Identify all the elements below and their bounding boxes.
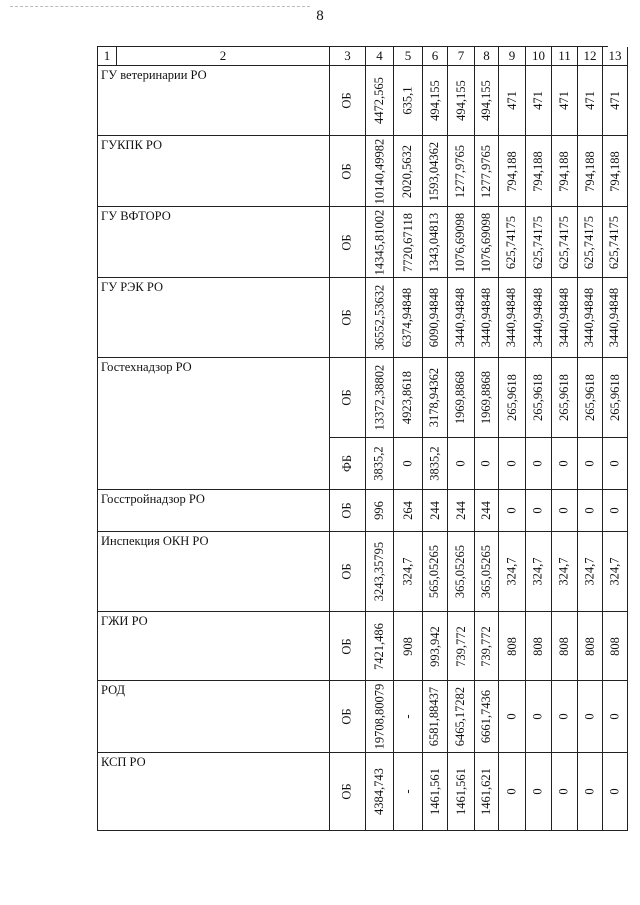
value-text: 0 bbox=[531, 507, 545, 514]
value-cell bbox=[423, 681, 448, 753]
value-cell bbox=[526, 438, 552, 490]
value-cell bbox=[448, 207, 475, 278]
budget-type bbox=[330, 278, 366, 358]
value-text: 3440,94848 bbox=[504, 287, 519, 348]
value-text: 0 bbox=[531, 713, 545, 720]
value-cell bbox=[394, 207, 423, 278]
value-text: 0 bbox=[607, 788, 622, 795]
org-name: ГЖИ РО bbox=[98, 612, 330, 681]
value-cell bbox=[448, 358, 475, 438]
value-cell bbox=[448, 66, 475, 136]
value-text: 3243,35795 bbox=[372, 541, 386, 602]
value-cell bbox=[578, 681, 603, 753]
value-cell bbox=[578, 358, 603, 438]
value-text: 6465,17282 bbox=[453, 686, 468, 747]
value-cell bbox=[423, 278, 448, 358]
value-cell bbox=[578, 66, 603, 136]
value-cell bbox=[394, 490, 423, 532]
value-text: 1076,69098 bbox=[453, 212, 468, 272]
value-cell bbox=[366, 278, 394, 358]
value-cell bbox=[578, 136, 603, 207]
budget-type bbox=[330, 136, 366, 207]
value-cell bbox=[448, 490, 475, 532]
value-cell bbox=[448, 753, 475, 831]
value-cell bbox=[552, 136, 578, 207]
value-text: 0 bbox=[557, 507, 571, 514]
value-cell bbox=[423, 66, 448, 136]
value-text: 808 bbox=[557, 636, 571, 656]
value-cell bbox=[499, 532, 526, 612]
value-text: 3440,94848 bbox=[582, 287, 597, 348]
header-cell: 11 bbox=[552, 47, 578, 66]
value-text: 3835,2 bbox=[427, 446, 442, 481]
value-text: 244 bbox=[453, 501, 468, 520]
value-text: 3440,94848 bbox=[479, 287, 493, 348]
value-text: 3440,94848 bbox=[557, 287, 571, 348]
value-text: 1343,04813 bbox=[427, 212, 442, 272]
header-cell: 7 bbox=[448, 47, 475, 66]
value-text: 739,772 bbox=[479, 625, 493, 667]
budget-type-label: ОБ bbox=[340, 783, 354, 800]
value-cell bbox=[423, 438, 448, 490]
value-text: 908 bbox=[400, 636, 415, 656]
value-text: 19708,80079 bbox=[372, 683, 386, 750]
value-text: 365,05265 bbox=[453, 544, 468, 599]
value-cell bbox=[578, 612, 603, 681]
value-cell bbox=[552, 438, 578, 490]
value-cell bbox=[526, 681, 552, 753]
budget-type-label: ФБ bbox=[340, 454, 354, 473]
budget-type-label: ОБ bbox=[340, 233, 354, 251]
value-cell bbox=[423, 532, 448, 612]
value-text: 794,188 bbox=[607, 150, 622, 192]
value-text: 1593,04362 bbox=[427, 141, 442, 201]
value-cell bbox=[526, 278, 552, 358]
value-text: 6090,94848 bbox=[427, 287, 442, 348]
value-text: 1277,9765 bbox=[453, 144, 468, 198]
header-cell: 9 bbox=[499, 47, 526, 66]
value-cell bbox=[552, 278, 578, 358]
value-text: - bbox=[400, 789, 415, 794]
value-text: 0 bbox=[582, 788, 597, 795]
value-text: 0 bbox=[582, 507, 597, 514]
value-cell bbox=[366, 438, 394, 490]
value-cell bbox=[475, 207, 499, 278]
value-text: 0 bbox=[582, 460, 597, 467]
header-cell: 12 bbox=[578, 47, 603, 66]
value-cell bbox=[499, 136, 526, 207]
value-cell bbox=[394, 278, 423, 358]
value-text: 494,155 bbox=[427, 80, 442, 121]
value-cell bbox=[603, 681, 628, 753]
header-cell: 3 bbox=[330, 47, 366, 66]
value-text: 6374,94848 bbox=[400, 287, 415, 348]
value-cell bbox=[526, 66, 552, 136]
value-text: 808 bbox=[504, 636, 519, 656]
value-cell bbox=[526, 136, 552, 207]
value-text: 365,05265 bbox=[479, 544, 493, 599]
value-text: 244 bbox=[479, 501, 493, 520]
value-cell bbox=[448, 278, 475, 358]
value-cell bbox=[526, 490, 552, 532]
value-cell bbox=[475, 532, 499, 612]
value-cell bbox=[423, 207, 448, 278]
value-text: 0 bbox=[607, 713, 622, 720]
value-text: 794,188 bbox=[504, 150, 519, 192]
value-cell bbox=[552, 358, 578, 438]
value-text: 324,7 bbox=[557, 557, 571, 586]
value-text: 794,188 bbox=[557, 150, 571, 192]
value-text: 0 bbox=[582, 713, 597, 720]
org-name: ГУКПК РО bbox=[98, 136, 330, 207]
value-text: 808 bbox=[582, 636, 597, 656]
budget-table bbox=[97, 46, 622, 831]
value-text: 0 bbox=[504, 788, 519, 795]
value-text: 1076,69098 bbox=[479, 212, 493, 272]
value-text: 0 bbox=[504, 713, 519, 720]
value-text: 625,74175 bbox=[582, 215, 597, 269]
budget-type-label: ОБ bbox=[340, 309, 354, 326]
value-text: 625,74175 bbox=[531, 215, 545, 269]
value-text: 265,9618 bbox=[531, 374, 545, 421]
value-cell bbox=[394, 358, 423, 438]
header-cell: 2 bbox=[117, 47, 330, 66]
value-text: 625,74175 bbox=[607, 215, 622, 269]
value-text: 1969,8868 bbox=[479, 370, 493, 425]
value-cell bbox=[603, 532, 628, 612]
value-cell bbox=[394, 136, 423, 207]
value-text: 0 bbox=[557, 460, 571, 467]
value-text: 0 bbox=[479, 460, 493, 467]
value-text: 1969,8868 bbox=[453, 370, 468, 425]
value-text: 6581,88437 bbox=[427, 686, 442, 747]
value-text: 471 bbox=[504, 91, 519, 110]
value-cell bbox=[552, 532, 578, 612]
value-cell bbox=[366, 358, 394, 438]
budget-type bbox=[330, 66, 366, 136]
value-text: 10140,49982 bbox=[372, 138, 386, 204]
budget-type-label: ОБ bbox=[340, 708, 354, 725]
header-cell: 4 bbox=[366, 47, 394, 66]
budget-type bbox=[330, 358, 366, 438]
value-cell bbox=[552, 207, 578, 278]
value-cell bbox=[499, 490, 526, 532]
value-cell bbox=[394, 612, 423, 681]
value-cell bbox=[475, 490, 499, 532]
budget-type-label: ОБ bbox=[340, 502, 354, 519]
value-cell bbox=[475, 278, 499, 358]
value-cell bbox=[499, 358, 526, 438]
value-cell bbox=[499, 753, 526, 831]
header-cell: 5 bbox=[394, 47, 423, 66]
value-text: 471 bbox=[531, 91, 545, 110]
budget-type bbox=[330, 753, 366, 831]
value-text: 635,1 bbox=[400, 86, 415, 115]
value-cell bbox=[603, 358, 628, 438]
value-cell bbox=[603, 66, 628, 136]
value-text: 565,05265 bbox=[427, 544, 442, 599]
value-cell bbox=[423, 753, 448, 831]
value-cell bbox=[552, 612, 578, 681]
value-text: 739,772 bbox=[453, 625, 468, 667]
value-text: 471 bbox=[582, 91, 597, 110]
header-cell: 13 bbox=[603, 47, 628, 66]
value-text: 0 bbox=[607, 460, 622, 467]
value-cell bbox=[526, 207, 552, 278]
value-text: 265,9618 bbox=[504, 374, 519, 421]
org-name: ГУ ВФТОРО bbox=[98, 207, 330, 278]
value-cell bbox=[499, 612, 526, 681]
value-cell bbox=[366, 753, 394, 831]
value-text: 7720,67118 bbox=[400, 212, 415, 272]
value-text: 0 bbox=[453, 460, 468, 467]
value-text: 324,7 bbox=[607, 557, 622, 586]
value-text: 0 bbox=[531, 460, 545, 467]
value-text: 808 bbox=[607, 636, 622, 656]
value-cell bbox=[603, 207, 628, 278]
value-cell bbox=[394, 681, 423, 753]
value-cell bbox=[475, 753, 499, 831]
value-text: 0 bbox=[504, 460, 519, 467]
value-cell bbox=[366, 66, 394, 136]
org-name: ГУ ветеринарии РО bbox=[98, 66, 330, 136]
value-cell bbox=[578, 278, 603, 358]
budget-type bbox=[330, 681, 366, 753]
value-cell bbox=[552, 490, 578, 532]
header-cell: 8 bbox=[475, 47, 499, 66]
value-text: 13372,38802 bbox=[372, 364, 386, 431]
value-text: 993,942 bbox=[427, 625, 442, 667]
value-text: 1461,561 bbox=[453, 768, 468, 815]
value-cell bbox=[475, 66, 499, 136]
value-text: 4923,8618 bbox=[400, 370, 415, 425]
value-text: 794,188 bbox=[582, 150, 597, 192]
value-text: 494,155 bbox=[479, 80, 493, 121]
org-name: РОД bbox=[98, 681, 330, 753]
value-text: 0 bbox=[400, 460, 415, 467]
value-cell bbox=[366, 207, 394, 278]
page-number: 8 bbox=[316, 8, 324, 24]
value-text: 4384,743 bbox=[372, 768, 386, 815]
value-text: 494,155 bbox=[453, 80, 468, 121]
value-cell bbox=[578, 532, 603, 612]
value-cell bbox=[366, 532, 394, 612]
value-cell bbox=[366, 612, 394, 681]
budget-type-label: ОБ bbox=[340, 563, 354, 580]
value-text: 6661,7436 bbox=[479, 689, 493, 744]
value-text: 3440,94848 bbox=[607, 287, 622, 348]
value-text: 324,7 bbox=[504, 557, 519, 586]
value-cell bbox=[603, 490, 628, 532]
org-name: ГУ РЭК РО bbox=[98, 278, 330, 358]
value-cell bbox=[603, 136, 628, 207]
header-cell: 1 bbox=[98, 47, 117, 66]
value-cell bbox=[448, 681, 475, 753]
value-text: 3440,94848 bbox=[453, 287, 468, 348]
org-name: Гостехнадзор РО bbox=[98, 358, 330, 490]
value-text: 1461,561 bbox=[427, 768, 442, 815]
value-cell bbox=[366, 490, 394, 532]
value-cell bbox=[499, 681, 526, 753]
value-text: - bbox=[400, 714, 415, 719]
value-text: 3835,2 bbox=[372, 446, 386, 481]
value-cell bbox=[423, 358, 448, 438]
value-cell bbox=[552, 66, 578, 136]
budget-type-label: ОБ bbox=[340, 637, 354, 655]
value-text: 265,9618 bbox=[607, 374, 622, 421]
value-text: 3440,94848 bbox=[531, 287, 545, 348]
value-cell bbox=[394, 532, 423, 612]
value-text: 471 bbox=[557, 91, 571, 110]
value-cell bbox=[475, 438, 499, 490]
org-name: КСП РО bbox=[98, 753, 330, 831]
value-text: 244 bbox=[427, 501, 442, 520]
header-cell: 6 bbox=[423, 47, 448, 66]
value-text: 324,7 bbox=[400, 557, 415, 586]
value-text: 264 bbox=[400, 501, 415, 520]
value-text: 324,7 bbox=[531, 557, 545, 586]
value-cell bbox=[423, 490, 448, 532]
value-cell bbox=[448, 612, 475, 681]
value-text: 794,188 bbox=[531, 150, 545, 192]
budget-type-label: ОБ bbox=[340, 162, 354, 180]
value-cell bbox=[475, 358, 499, 438]
header-cell: 10 bbox=[526, 47, 552, 66]
value-text: 0 bbox=[504, 507, 519, 514]
budget-type bbox=[330, 490, 366, 532]
value-text: 1277,9765 bbox=[479, 144, 493, 198]
value-cell bbox=[423, 136, 448, 207]
value-cell bbox=[499, 66, 526, 136]
value-cell bbox=[475, 681, 499, 753]
org-name: Инспекция ОКН РО bbox=[98, 532, 330, 612]
value-text: 471 bbox=[607, 91, 622, 110]
value-cell bbox=[552, 681, 578, 753]
value-text: 625,74175 bbox=[504, 215, 519, 269]
value-text: 0 bbox=[557, 713, 571, 720]
value-cell bbox=[526, 753, 552, 831]
value-cell bbox=[603, 278, 628, 358]
value-cell bbox=[603, 753, 628, 831]
value-text: 265,9618 bbox=[557, 374, 571, 421]
value-cell bbox=[475, 612, 499, 681]
value-text: 265,9618 bbox=[582, 374, 597, 421]
value-text: 4472,565 bbox=[372, 77, 386, 124]
value-cell bbox=[394, 66, 423, 136]
value-text: 0 bbox=[557, 788, 571, 795]
value-cell bbox=[448, 532, 475, 612]
budget-type bbox=[330, 532, 366, 612]
value-text: 0 bbox=[607, 507, 622, 514]
value-text: 14345,81002 bbox=[372, 209, 386, 275]
budget-type bbox=[330, 207, 366, 278]
value-text: 2020,5632 bbox=[400, 144, 415, 198]
value-cell bbox=[499, 438, 526, 490]
value-cell bbox=[578, 207, 603, 278]
value-cell bbox=[552, 753, 578, 831]
value-cell bbox=[526, 612, 552, 681]
org-name: Госстройнадзор РО bbox=[98, 490, 330, 532]
budget-type-label: ОБ bbox=[340, 389, 354, 406]
budget-type-label: ОБ bbox=[340, 92, 354, 109]
value-text: 3178,94362 bbox=[427, 367, 442, 428]
value-cell bbox=[423, 612, 448, 681]
value-text: 996 bbox=[372, 501, 386, 520]
budget-type bbox=[330, 612, 366, 681]
value-text: 7421,486 bbox=[372, 622, 386, 670]
value-text: 324,7 bbox=[582, 557, 597, 586]
value-cell bbox=[603, 438, 628, 490]
value-text: 36552,53632 bbox=[372, 284, 386, 351]
value-cell bbox=[603, 612, 628, 681]
value-text: 0 bbox=[531, 788, 545, 795]
value-cell bbox=[475, 136, 499, 207]
value-text: 1461,621 bbox=[479, 768, 493, 815]
value-cell bbox=[448, 136, 475, 207]
value-cell bbox=[394, 753, 423, 831]
value-cell bbox=[366, 681, 394, 753]
scan-artifact-line bbox=[10, 6, 310, 7]
value-cell bbox=[526, 532, 552, 612]
value-cell bbox=[394, 438, 423, 490]
value-text: 808 bbox=[531, 636, 545, 656]
value-text: 625,74175 bbox=[557, 215, 571, 269]
value-cell bbox=[448, 438, 475, 490]
value-cell bbox=[578, 438, 603, 490]
value-cell bbox=[578, 753, 603, 831]
budget-type bbox=[330, 438, 366, 490]
value-cell bbox=[499, 207, 526, 278]
value-cell bbox=[578, 490, 603, 532]
value-cell bbox=[499, 278, 526, 358]
value-cell bbox=[366, 136, 394, 207]
value-cell bbox=[526, 358, 552, 438]
